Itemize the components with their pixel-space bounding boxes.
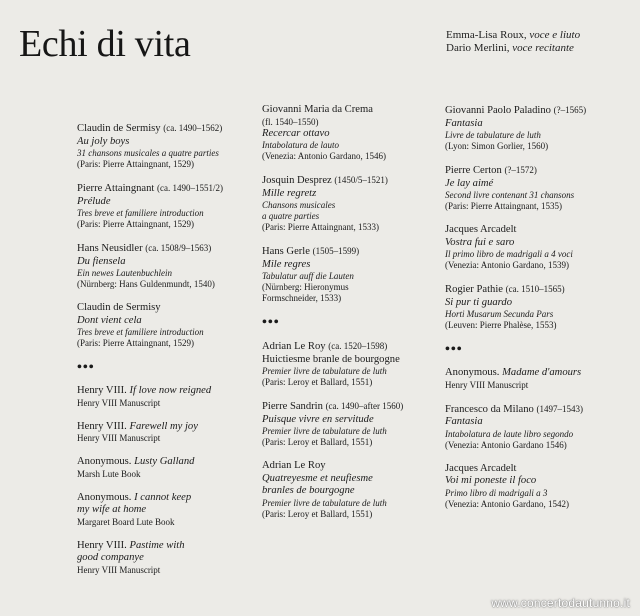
piece-title: Pastime with [129,539,185,551]
publication: (Paris: Pierre Attaingnant, 1529) [77,159,194,169]
publication: (Venezia: Antonio Gardano 1546) [445,439,567,450]
composer-line [262,340,437,354]
composer-name: Anonymous. [77,456,132,467]
program-column-3 [445,104,635,522]
piece-title: Fantasia [445,416,483,427]
composer-line [77,302,252,315]
source-title: Livre de tabulature de luth [445,130,541,140]
piece-title: Farewell my joy [129,420,198,432]
publication: Henry VIII Manuscript [77,564,161,575]
composer-line [445,463,635,476]
composer-line [77,421,252,434]
program-entry [445,403,635,451]
publication: (Venezia: Antonio Gardano, 1539) [445,260,569,270]
composer-name: Rogier Pathie [445,284,503,295]
publication: (Venezia: Antonio Gardano, 1542) [445,498,569,509]
program-entry [262,340,437,388]
program-entry [262,245,437,304]
program-entry [262,174,437,233]
piece-title: Recercar ottavo [262,127,330,139]
program-entry [77,302,252,349]
piece-title: Quatreyesme et neufiesme [262,472,373,484]
watermark: www.concertodautunno.it [491,596,630,610]
program-entry [77,540,252,576]
publication: Henry VIII Manuscript [77,433,161,443]
source-title: Tabulatur auff die Lauten [262,271,354,281]
composer-dates: (ca. 1490–after 1560) [325,401,404,411]
composer-name: Jacques Arcadelt [445,224,517,235]
program-entry [445,463,635,510]
publication: (Venezia: Antonio Gardano, 1546) [262,151,386,161]
composer-name: Francesco da Milano [445,403,534,415]
composer-name: Claudin de Sermisy [77,123,161,134]
section-separator: ••• [77,360,95,375]
composer-line [262,245,437,259]
piece-title: Prélude [77,195,111,207]
composer-name: Josquin Desprez [262,175,332,186]
composer-name: Pierre Sandrin [262,401,323,412]
composer-name: Giovanni Paolo Paladino [445,105,551,116]
composer-name: Henry VIII. [77,539,127,551]
composer-name: Pierre Certon [445,165,502,176]
composer-line [77,242,252,256]
composer-name: Anonymous. [77,491,132,503]
composer-name: Adrian Le Roy [262,460,326,471]
section-separator: ••• [445,342,463,357]
composer-name: Giovanni Maria da Crema [262,104,373,115]
composer-dates: (ca. 1520–1598) [328,341,388,351]
source-title: Il primo libro de madrigali a 4 voci [445,249,573,259]
piece-title: Vostra fui e saro [445,236,515,248]
program-entry [77,242,252,290]
source-title: a quatre parties [262,211,320,221]
publication: (Nürnberg: Hans Guldenmundt, 1540) [77,279,215,289]
piece-title: Au joly boys [77,135,130,147]
composer-name: Claudin de Sermisy [77,302,161,313]
publication: (Paris: Leroy et Ballard, 1551) [262,377,373,387]
piece-title: I cannot keep [134,491,192,503]
piece-title: Si pur ti guardo [445,296,513,308]
publication: Formschneider, 1533) [262,293,342,303]
composer-dates: (fl. 1540–1550) [262,116,319,127]
performer-2: Dario Merlini, voce recitante [446,42,574,54]
source-title: 31 chansons musicales a quatre parties [77,148,219,158]
source-title: Premier livre de tabulature de luth [262,426,387,436]
publication: (Paris: Pierre Attaingnant, 1529) [77,338,194,348]
composer-name: Henry VIII. [77,420,127,432]
composer-line [77,385,252,398]
program-entry [77,421,252,445]
composer-name: Henry VIII. [77,385,127,396]
piece-title: Voi mi poneste il foco [445,475,537,486]
composer-line [445,164,635,178]
piece-title: good companye [77,552,144,563]
composer-line [445,367,635,380]
composer-line [262,460,437,473]
source-title: Premier livre de tabulature de luth [262,497,387,508]
piece-title: Madame d'amours [502,367,582,378]
program-column-2 [262,104,437,532]
program-entry [445,164,635,212]
source-title: Chansons musicales [262,200,336,210]
source-title: Intabolatura de lauto [262,140,339,150]
composer-dates: (ca. 1510–1565) [505,284,565,294]
composer-name: Jacques Arcadelt [445,462,517,474]
source-title: Intabolatura de laute libro segondo [445,428,574,439]
program-entry [77,385,252,409]
composer-line [445,283,635,297]
piece-title: Fantasia [445,117,483,129]
piece-title: Mile regres [262,258,311,270]
piece-title: Du fiensela [77,255,126,267]
composer-line [77,456,252,469]
composer-name: Hans Gerle [262,246,310,257]
composer-line [445,403,635,417]
composer-dates: (1450/5–1521) [334,175,388,185]
program-entry [77,182,252,230]
publication: (Paris: Leroy et Ballard, 1551) [262,437,373,447]
program-entry [77,492,252,528]
composer-name: Anonymous. [445,367,500,378]
composer-name: Pierre Attaingnant [77,183,155,194]
composer-line [77,122,252,136]
performer-1: Emma-Lisa Roux, voce e liuto [446,29,581,41]
piece-title: Puisque vivre en servitude [262,413,374,425]
source-title: Tres breve et familiere introduction [77,327,204,337]
publication: Marsh Lute Book [77,468,141,479]
publication: (Paris: Pierre Attaingnant, 1529) [77,219,194,229]
program-column-1 [77,122,252,588]
publication: (Leuven: Pierre Phalèse, 1553) [445,320,557,330]
publication: Henry VIII Manuscript [77,397,161,408]
composer-dates: (?–1572) [504,165,537,175]
composer-line [77,540,252,553]
publication: Henry VIII Manuscript [445,379,529,390]
program-entry [77,122,252,170]
page-title: Echi di vita [19,23,191,65]
composer-dates: (ca. 1490–1551/2) [157,183,224,193]
publication: (Nürnberg: Hieronymus [262,282,349,292]
composer-dates: (1497–1543) [536,403,583,414]
composer-dates: (?–1565) [553,105,587,115]
program-entry [445,283,635,331]
source-title: Premier livre de tabulature de luth [262,366,387,376]
composer-line [262,174,437,188]
source-title: Tres breve et familiere introduction [77,208,204,218]
publication: (Paris: Pierre Attaingnant, 1535) [445,201,562,211]
composer-dates: (ca. 1508/9–1563) [145,243,212,253]
composer-name: Adrian Le Roy [262,341,326,352]
program-entry [262,460,437,520]
publication: (Lyon: Simon Gorlier, 1560) [445,141,549,151]
program-entry [445,367,635,391]
program-entry [445,104,635,152]
piece-title: Dont vient cela [77,314,142,326]
program-entry [445,224,635,271]
piece-title: Lusty Galland [134,456,195,467]
composer-dates: (ca. 1490–1562) [163,123,223,133]
source-title: Primo libro di madrigali a 3 [445,487,548,498]
source-title: Horti Musarum Secunda Pars [445,309,554,319]
composer-line [445,104,635,118]
piece-title: Je lay aimé [445,177,494,189]
composer-line [77,182,252,196]
source-title: Ein newes Lautenbuchlein [77,268,172,278]
piece-title: my wife at home [77,504,147,515]
publication: (Paris: Pierre Attaingnant, 1533) [262,222,379,232]
piece-title: If love now reigned [129,385,212,396]
composer-line [262,104,437,117]
publication: (Paris: Leroy et Ballard, 1551) [262,508,373,519]
composer-line [77,492,252,505]
publication: Margaret Board Lute Book [77,516,175,527]
performers [446,29,580,55]
program-entry [77,456,252,480]
section-separator: ••• [262,315,280,330]
composer-line [445,224,635,237]
program-entry [262,104,437,162]
piece-title: Mille regretz [262,187,317,199]
source-title: Second livre contenant 31 chansons [445,190,575,200]
composer-dates: (1505–1599) [312,246,360,256]
composer-line [262,400,437,414]
piece-title: Huictiesme branle de bourgogne [262,353,400,365]
piece-title: branles de bourgogne [262,485,355,496]
program-entry [262,400,437,448]
composer-name: Hans Neusidler [77,243,143,254]
